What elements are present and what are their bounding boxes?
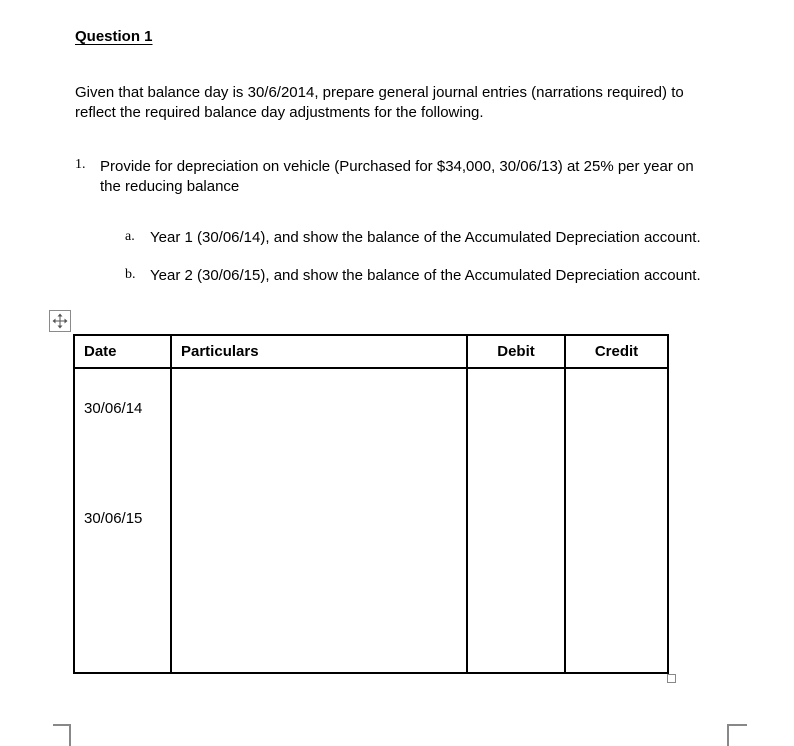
table-move-handle[interactable] [49, 310, 71, 332]
subitem-marker-a: a. [125, 229, 135, 244]
subitem-text-b: Year 2 (30/06/15), and show the balance of the Accumulated Depreciation account. [150, 267, 701, 284]
debit-cell[interactable] [467, 368, 565, 673]
column-header-debit: Debit [467, 335, 565, 368]
date-entry-2: 30/06/15 [84, 510, 143, 527]
date-entry-1: 30/06/14 [84, 400, 143, 417]
column-header-particulars: Particulars [171, 335, 467, 368]
resize-square-icon[interactable] [667, 674, 676, 683]
column-header-credit: Credit [565, 335, 668, 368]
subitem-text-a: Year 1 (30/06/14), and show the balance of the Accumulated Depreciation account. [150, 229, 701, 246]
journal-table [73, 334, 669, 674]
subitem-marker-b: b. [125, 267, 136, 282]
table-row [74, 368, 668, 673]
credit-cell[interactable] [565, 368, 668, 673]
question-heading: Question 1 [75, 28, 153, 45]
intro-paragraph: Given that balance day is 30/6/2014, prepare general journal entries (narrations required) to reflect the required balance day adjustments for the following. [75, 84, 684, 121]
date-cell[interactable] [74, 368, 171, 673]
move-arrows-icon [52, 313, 68, 329]
list-item-text: Provide for depreciation on vehicle (Purchased for $34,000, 30/06/13) at 25% per year on the reducing balance [100, 158, 694, 195]
page-corner-mark-right [727, 724, 747, 746]
column-header-date: Date [74, 335, 171, 368]
table-header-row [74, 335, 668, 368]
page-corner-mark-left [53, 724, 71, 746]
particulars-cell[interactable] [171, 368, 467, 673]
list-item-number: 1. [75, 157, 86, 172]
